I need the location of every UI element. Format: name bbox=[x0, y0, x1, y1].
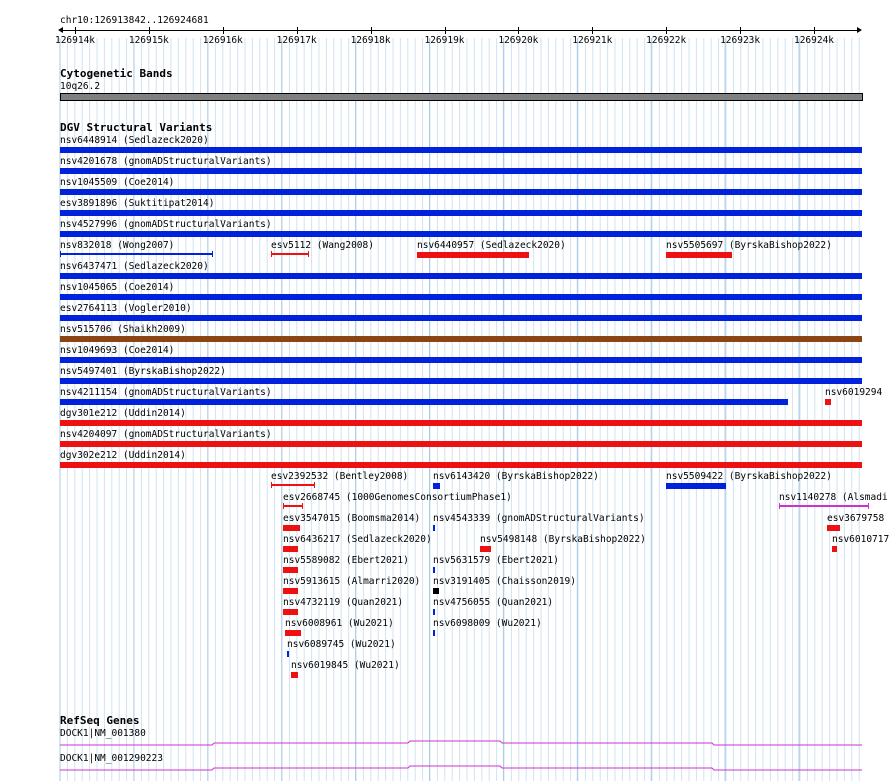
dgv-feature-label[interactable]: nsv4204097 (gnomADStructuralVariants) bbox=[60, 429, 272, 440]
dgv-feature-label[interactable]: nsv1049693 (Coe2014) bbox=[60, 345, 175, 356]
track-title-refseq: RefSeq Genes bbox=[60, 714, 140, 727]
dgv-feature-bar[interactable] bbox=[827, 525, 840, 531]
dgv-feature-label[interactable]: nsv6098009 (Wu2021) bbox=[433, 618, 542, 629]
location-label: chr10:126913842..126924681 bbox=[60, 15, 209, 26]
dgv-feature-bar[interactable] bbox=[417, 252, 529, 258]
dgv-feature-label[interactable]: nsv4211154 (gnomADStructuralVariants) bbox=[60, 387, 272, 398]
ruler-tick-label: 126923k bbox=[720, 35, 761, 46]
dgv-feature-label[interactable]: nsv6143420 (ByrskaBishop2022) bbox=[433, 471, 599, 482]
dgv-feature-endcap bbox=[271, 251, 272, 257]
dgv-feature-endcap bbox=[60, 251, 61, 257]
dgv-feature-label[interactable]: esv2668745 (1000GenomesConsortiumPhase1) bbox=[283, 492, 512, 503]
ruler-tick-label: 126917k bbox=[276, 35, 317, 46]
dgv-feature-bar[interactable] bbox=[60, 273, 862, 279]
ruler-tick-label: 126915k bbox=[128, 35, 169, 46]
dgv-feature-bar[interactable] bbox=[433, 630, 435, 636]
dgv-feature-bar[interactable] bbox=[433, 525, 435, 531]
dgv-feature-label[interactable]: nsv5497401 (ByrskaBishop2022) bbox=[60, 366, 226, 377]
ruler-tick-label: 126919k bbox=[424, 35, 465, 46]
dgv-feature-bar[interactable] bbox=[60, 253, 213, 255]
dgv-feature-bar[interactable] bbox=[60, 462, 862, 468]
ruler-tick bbox=[149, 27, 150, 34]
dgv-feature-label[interactable]: dgv302e212 (Uddin2014) bbox=[60, 450, 186, 461]
dgv-feature-bar[interactable] bbox=[480, 546, 491, 552]
dgv-feature-bar[interactable] bbox=[285, 630, 301, 636]
ruler-tick bbox=[592, 27, 593, 34]
dgv-feature-label[interactable]: esv2764113 (Vogler2010) bbox=[60, 303, 192, 314]
dgv-feature-label[interactable]: nsv6008961 (Wu2021) bbox=[285, 618, 394, 629]
dgv-feature-label[interactable]: nsv3191405 (Chaisson2019) bbox=[433, 576, 576, 587]
ruler-tick bbox=[740, 27, 741, 34]
dgv-feature-bar[interactable] bbox=[60, 357, 862, 363]
dgv-feature-endcap bbox=[271, 482, 272, 488]
ruler-right-arrow-icon bbox=[857, 27, 862, 33]
dgv-feature-bar[interactable] bbox=[60, 231, 862, 237]
dgv-feature-bar[interactable] bbox=[60, 147, 862, 153]
dgv-feature-bar[interactable] bbox=[271, 484, 315, 486]
dgv-feature-bar[interactable] bbox=[433, 567, 435, 573]
dgv-feature-label[interactable]: nsv515706 (Shaikh2009) bbox=[60, 324, 186, 335]
ruler-tick-label: 126924k bbox=[793, 35, 835, 46]
dgv-feature-label[interactable]: nsv5913615 (Almarri2020) bbox=[283, 576, 421, 587]
dgv-feature-endcap bbox=[779, 503, 780, 509]
dgv-feature-label[interactable]: nsv5498148 (ByrskaBishop2022) bbox=[480, 534, 646, 545]
ruler-tick bbox=[445, 27, 446, 34]
dgv-feature-label[interactable]: nsv4756055 (Quan2021) bbox=[433, 597, 554, 608]
dgv-feature-label[interactable]: nsv6019845 (Wu2021) bbox=[291, 660, 400, 671]
dgv-feature-label[interactable]: nsv6437471 (Sedlazeck2020) bbox=[60, 261, 209, 272]
dgv-feature-label[interactable]: nsv5589082 (Ebert2021) bbox=[283, 555, 409, 566]
dgv-feature-bar[interactable] bbox=[825, 399, 831, 405]
dgv-feature-label[interactable]: esv3547015 (Boomsma2014) bbox=[283, 513, 421, 524]
dgv-feature-label[interactable]: nsv6448914 (Sedlazeck2020) bbox=[60, 135, 209, 146]
dgv-feature-label[interactable]: esv3891896 (Suktitipat2014) bbox=[60, 198, 215, 209]
dgv-feature-bar[interactable] bbox=[283, 525, 300, 531]
dgv-feature-bar[interactable] bbox=[433, 588, 439, 594]
dgv-feature-bar[interactable] bbox=[666, 483, 726, 489]
dgv-feature-label[interactable]: esv2392532 (Bentley2008) bbox=[271, 471, 409, 482]
dgv-feature-bar[interactable] bbox=[779, 505, 869, 507]
dgv-feature-label[interactable]: nsv6436217 (Sedlazeck2020) bbox=[283, 534, 432, 545]
ruler-tick bbox=[666, 27, 667, 34]
dgv-feature-endcap bbox=[308, 251, 309, 257]
dgv-feature-label[interactable]: nsv4527996 (gnomADStructuralVariants) bbox=[60, 219, 272, 230]
dgv-feature-label[interactable]: nsv4732119 (Quan2021) bbox=[283, 597, 404, 608]
ruler-tick-label: 126921k bbox=[572, 35, 613, 46]
dgv-feature-bar[interactable] bbox=[666, 252, 732, 258]
dgv-feature-bar[interactable] bbox=[60, 420, 862, 426]
dgv-feature-bar[interactable] bbox=[60, 210, 862, 216]
dgv-feature-bar[interactable] bbox=[283, 546, 298, 552]
ruler-tick bbox=[814, 27, 815, 34]
dgv-feature-endcap bbox=[314, 482, 315, 488]
dgv-feature-bar[interactable] bbox=[60, 315, 862, 321]
dgv-feature-bar[interactable] bbox=[60, 378, 862, 384]
dgv-feature-label[interactable]: nsv832018 (Wong2007) bbox=[60, 240, 175, 251]
dgv-feature-endcap bbox=[212, 251, 213, 257]
track-title-dgv: DGV Structural Variants bbox=[60, 121, 213, 134]
dgv-feature-bar[interactable] bbox=[832, 546, 837, 552]
dgv-feature-bar[interactable] bbox=[60, 189, 862, 195]
dgv-feature-label[interactable]: nsv1045509 (Coe2014) bbox=[60, 177, 175, 188]
ruler-tick-label: 126922k bbox=[646, 35, 687, 46]
cytoband-label[interactable]: 10q26.2 bbox=[60, 81, 101, 92]
ruler-left-arrow-icon bbox=[58, 27, 63, 33]
dgv-feature-label[interactable]: nsv6010717 bbox=[832, 534, 890, 545]
dgv-feature-label[interactable]: nsv6440957 (Sedlazeck2020) bbox=[417, 240, 566, 251]
dgv-feature-bar[interactable] bbox=[283, 609, 298, 615]
dgv-feature-bar[interactable] bbox=[60, 399, 788, 405]
dgv-feature-bar[interactable] bbox=[60, 441, 862, 447]
dgv-feature-bar[interactable] bbox=[291, 672, 298, 678]
dgv-feature-label[interactable]: esv5112 (Wang2008) bbox=[271, 240, 374, 251]
ruler-tick bbox=[518, 27, 519, 34]
dgv-feature-label[interactable]: nsv5505697 (ByrskaBishop2022) bbox=[666, 240, 832, 251]
dgv-feature-bar[interactable] bbox=[287, 651, 289, 657]
dgv-feature-endcap bbox=[283, 503, 284, 509]
dgv-feature-label[interactable]: nsv5509422 (ByrskaBishop2022) bbox=[666, 471, 832, 482]
dgv-feature-bar[interactable] bbox=[433, 483, 440, 489]
transcript-label[interactable]: DOCK1|NM_001380 bbox=[60, 728, 146, 739]
ruler-tick bbox=[75, 27, 76, 34]
dgv-feature-label[interactable]: nsv4543339 (gnomADStructuralVariants) bbox=[433, 513, 645, 524]
dgv-feature-label[interactable]: nsv4201678 (gnomADStructuralVariants) bbox=[60, 156, 272, 167]
dgv-feature-bar[interactable] bbox=[60, 294, 862, 300]
ruler-tick-label: 126914k bbox=[54, 35, 96, 46]
dgv-feature-label[interactable]: nsv6089745 (Wu2021) bbox=[287, 639, 396, 650]
dgv-feature-endcap bbox=[302, 503, 303, 509]
dgv-feature-bar[interactable] bbox=[283, 567, 298, 573]
track-title-cytobands: Cytogenetic Bands bbox=[60, 67, 173, 80]
ruler-tick bbox=[297, 27, 298, 34]
dgv-feature-label[interactable]: nsv1045065 (Coe2014) bbox=[60, 282, 175, 293]
ruler-tick bbox=[223, 27, 224, 34]
dgv-feature-label[interactable]: dgv301e212 (Uddin2014) bbox=[60, 408, 186, 419]
ruler-tick-label: 126916k bbox=[202, 35, 243, 46]
transcript-label[interactable]: DOCK1|NM_001290223 bbox=[60, 753, 163, 764]
dgv-feature-bar[interactable] bbox=[433, 609, 435, 615]
dgv-feature-label[interactable]: esv3679758 bbox=[827, 513, 885, 524]
dgv-feature-bar[interactable] bbox=[271, 253, 309, 255]
dgv-feature-label[interactable]: nsv6019294 bbox=[825, 387, 883, 398]
dgv-feature-bar[interactable] bbox=[283, 505, 303, 507]
dgv-feature-label[interactable]: nsv5631579 (Ebert2021) bbox=[433, 555, 559, 566]
dgv-feature-bar[interactable] bbox=[60, 168, 862, 174]
ruler-tick-label: 126918k bbox=[350, 35, 391, 46]
dgv-feature-endcap bbox=[868, 503, 869, 509]
ruler-tick-label: 126920k bbox=[498, 35, 539, 46]
dgv-feature-label[interactable]: nsv1140278 (Alsmadi bbox=[779, 492, 888, 503]
dgv-feature-bar[interactable] bbox=[60, 336, 862, 342]
ruler-tick bbox=[371, 27, 372, 34]
dgv-feature-bar[interactable] bbox=[283, 588, 298, 594]
cytoband-bar[interactable] bbox=[60, 93, 863, 101]
